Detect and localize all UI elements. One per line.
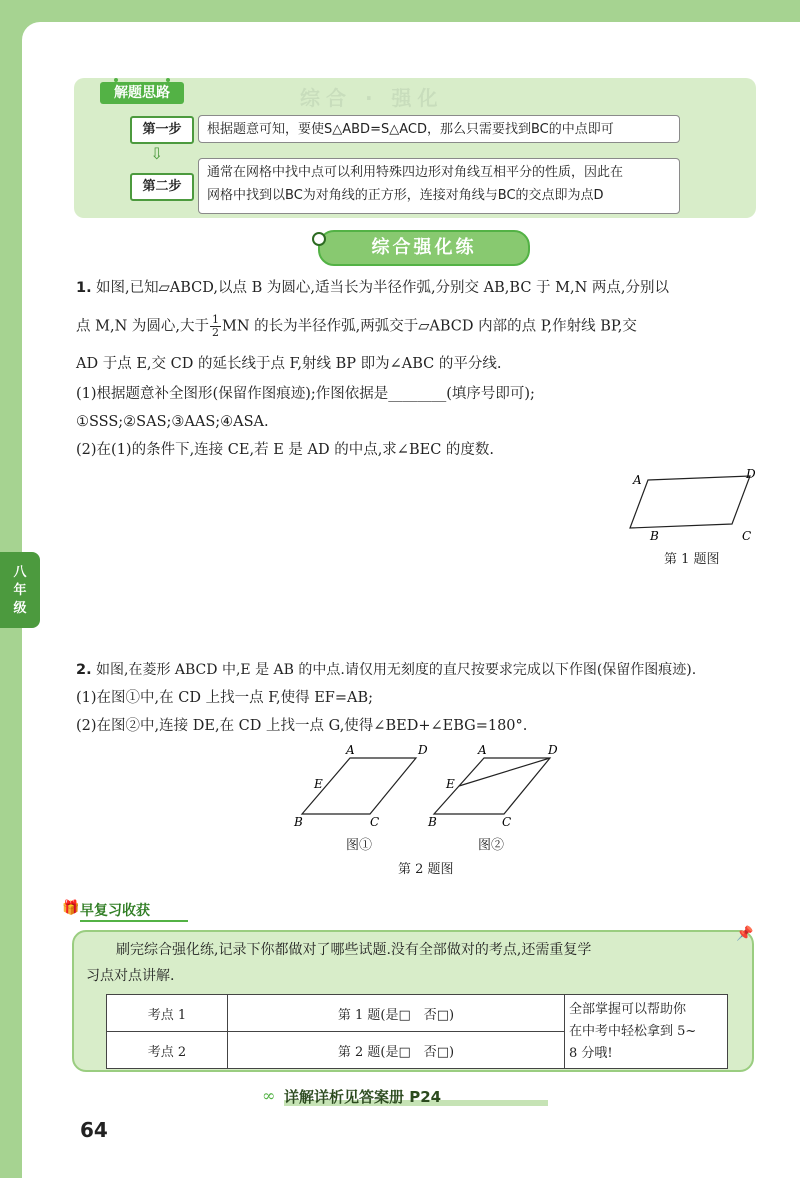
fig2-label-e: E <box>446 777 455 791</box>
kp-cell: 考点 2 <box>107 1032 228 1069</box>
grade-side-tab <box>0 552 40 628</box>
note-line3: 8 分哦! <box>569 1045 613 1061</box>
q1-figure-caption: 第 1 题图 <box>664 552 720 567</box>
q1-line5: ①SSS;②SAS;③AAS;④ASA. <box>76 414 269 430</box>
figure-2 <box>427 743 558 829</box>
q1-parallelogram-figure <box>620 462 770 544</box>
segment-de <box>459 758 550 786</box>
knowledge-point-table <box>106 994 728 1069</box>
q1-label-d: D <box>746 467 756 481</box>
side-tab-char-2: 年 <box>13 583 27 598</box>
q2-line1: 如图,在菱形 ABCD 中,E 是 AB 的中点.请仅用无刻度的直尺按要求完成以下作图(保留作图痕迹). <box>96 662 697 678</box>
step2-line2: 网格中找到以BC为对角线的正方形，连接对角线与BC的交点即为点D <box>207 188 604 203</box>
down-arrow-icon: ⇩ <box>150 144 164 163</box>
parallelogram-abcd <box>630 476 750 528</box>
step1-text: 根据题意可知，要使S△ABD=S△ACD，那么只需要找到BC的中点即可 <box>198 115 680 143</box>
harvest-line2: 习点对点讲解. <box>86 968 175 984</box>
q1-line2 <box>76 314 637 339</box>
step2-label: 第二步 <box>130 173 194 201</box>
q1-label-a: A <box>633 473 642 487</box>
fig2-label-d: D <box>548 743 558 757</box>
q2-fig2-caption: 图② <box>478 838 505 853</box>
q1-line2-post: MN 的长为半径作弧,两弧交于▱ABCD 内部的点 P,作射线 BP,交 <box>221 318 637 335</box>
q1-line4: (1)根据题意补全图形(保留作图痕迹);作图依据是________(填序号即可); <box>76 386 535 402</box>
question-check-cell[interactable]: 第 1 题(是□ 否□) <box>228 995 565 1032</box>
link-icon: ∞ <box>262 1086 276 1105</box>
q2-figure-caption: 第 2 题图 <box>398 862 454 877</box>
q1-label-b: B <box>650 529 659 543</box>
fig1-label-a: A <box>346 743 355 757</box>
fig1-label-b: B <box>294 815 303 829</box>
watermark-text: 综合 · 强化 <box>300 86 444 110</box>
side-tab-char-3: 级 <box>13 601 27 616</box>
q2-fig1-caption: 图① <box>346 838 373 853</box>
q2-line2: (1)在图①中,在 CD 上找一点 F,使得 EF=AB; <box>76 690 374 706</box>
q1-label-c: C <box>742 529 752 543</box>
section-title: 综合强化练 <box>318 230 530 266</box>
q1-line3: AD 于点 E,交 CD 的延长线于点 F,射线 BP 即为∠ABC 的平分线. <box>76 356 502 372</box>
fig1-label-e: E <box>314 777 323 791</box>
note-line2: 在中考中轻松拿到 5~ <box>569 1023 697 1039</box>
pin-icon <box>312 232 326 246</box>
review-harvest-title: 早复习收获 <box>80 903 150 919</box>
step2-line1: 通常在网格中找中点可以利用特殊四边形对角线互相平分的性质，因此在 <box>207 165 624 180</box>
fraction-numerator: 1 <box>211 313 219 326</box>
fig1-label-d: D <box>418 743 428 757</box>
harvest-line1: 刷完综合强化练,记录下你都做对了哪些试题.没有全部做对的考点,还需重复学 <box>116 942 592 958</box>
fraction-denominator: 2 <box>211 326 219 339</box>
q1-number: 1. <box>76 280 92 296</box>
table-row <box>107 995 728 1032</box>
question-check-cell[interactable]: 第 2 题(是□ 否□) <box>228 1032 565 1069</box>
fig2-label-b: B <box>428 815 437 829</box>
q2-rhombus-figures <box>286 738 576 830</box>
side-tab-char-1: 八 <box>13 565 27 580</box>
step1-label: 第一步 <box>130 116 194 144</box>
solution-hint-tag: 解题思路 <box>100 82 184 104</box>
fig2-label-c: C <box>502 815 512 829</box>
q2-line3: (2)在图②中,连接 DE,在 CD 上找一点 G,使得∠BED+∠EBG=180°. <box>76 718 528 734</box>
pin-icon: 📌 <box>736 926 754 942</box>
answer-reference: 详解详析见答案册 P24 <box>284 1088 442 1106</box>
encouragement-note <box>565 995 728 1069</box>
step2-text <box>198 158 680 214</box>
title-underline <box>80 920 188 922</box>
q1-line6: (2)在(1)的条件下,连接 CE,若 E 是 AD 的中点,求∠BEC 的度数. <box>76 442 495 458</box>
fig1-label-c: C <box>370 815 380 829</box>
q1-line1: 如图,已知▱ABCD,以点 B 为圆心,适当长为半径作弧,分别交 AB,BC 于 M,N 两点,分别以 <box>96 280 670 296</box>
figure-1 <box>293 743 428 829</box>
q2-number: 2. <box>76 662 92 678</box>
gift-icon: 🎁 <box>62 900 80 916</box>
fig2-label-a: A <box>478 743 487 757</box>
q1-line2-pre: 点 M,N 为圆心,大于 <box>76 318 209 335</box>
page-number: 64 <box>80 1118 108 1142</box>
kp-cell: 考点 1 <box>107 995 228 1032</box>
note-line1: 全部掌握可以帮助你 <box>569 1001 687 1017</box>
fraction <box>210 314 221 339</box>
